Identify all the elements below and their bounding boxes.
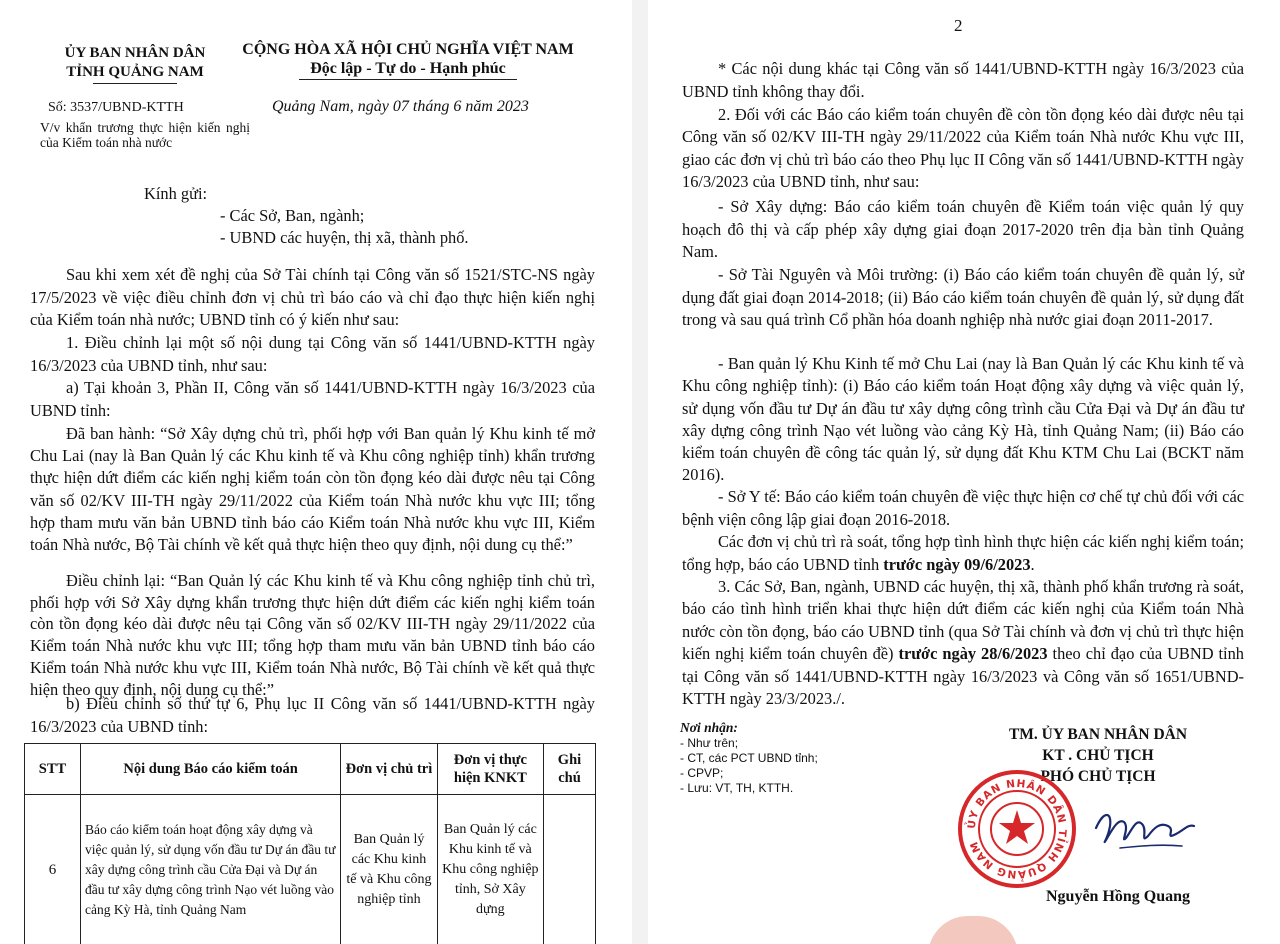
paragraph-construction-dept: - Sở Xây dựng: Báo cáo kiểm toán chuyên đề Kiểm toán việc quản lý quy hoạch đô thị và cấp phép xây dựng giai đoạn 2017-2020 trên địa bàn tỉnh Quảng Nam.	[682, 197, 1244, 261]
doc-number: Số: 3537/UBND-KTTH	[48, 100, 184, 115]
paragraph-3-text: 3. Các Sở, Ban, ngành, UBND các huyện, thị xã, thành phố khẩn trương rà soát, báo cáo tình hình triển khai thực hiện dứt điểm các kiến nghị của Kiểm toán Nhà nước còn tồn đọng, báo cáo UBND tỉnh (qua Sở Tài chính và đơn vị chủ trì thực hiện kiến nghị kiểm toán chuyên đề)	[682, 577, 1244, 664]
cell-lead-unit: Ban Quản lý các Khu kinh tế và Khu công nghiệp tỉnh	[341, 795, 438, 944]
agency-line-2: TỈNH QUẢNG NAM	[66, 64, 204, 80]
paragraph-lead-units	[682, 531, 1244, 576]
place-date: Quảng Nam, ngày 07 tháng 6 năm 2023	[272, 98, 529, 115]
paragraph-economic-zone: - Ban quản lý Khu Kinh tế mở Chu Lai (nay là Ban Quản lý các Khu kinh tế và Khu công nghiệp tỉnh): (i) Báo cáo kiểm toán Hoạt động xây dựng và việc quản lý, sử dụng vốn đầu tư Dự án đầu tư xây dựng công trình cầu Cửa Đại và Dự án đầu tư xây dựng công trình Nạo vét luồng vào cảng Kỳ Hà, tỉnh Quảng Nam; (ii) Báo cáo kiểm toán chuyên đề công tác quản lý, sử dụng đất Khu KTM Chu Lai (BCKT năm 2016).	[682, 354, 1244, 485]
recipient-1: - Các Sở, Ban, ngành;	[220, 206, 365, 225]
header-content: Nội dung Báo cáo kiểm toán	[81, 744, 341, 795]
paragraph-3	[682, 576, 1244, 710]
header-note: Ghi chú	[543, 744, 595, 795]
paragraph-adjusted: Điều chỉnh lại: “Ban Quản lý các Khu kinh tế và Khu công nghiệp tỉnh chủ trì, phối hợp với Sở Xây dựng khẩn trương thực hiện dứt điểm các kiến nghị kiểm toán còn tồn đọng kéo dài được nêu tại Công văn số 02/KV III-TH ngày 29/11/2022 của Kiểm toán Nhà nước khu vực III; tổng hợp tham mưu văn bản UBND tỉnh báo cáo Kiểm toán Nhà nước khu vực III, Kiểm toán Nhà nước, Bộ Tài chính về kết quả thực hiện theo quy định, nội dung cụ thể:”	[30, 571, 595, 699]
republic-header	[228, 40, 588, 80]
document-page-1	[0, 0, 632, 944]
paragraph-1: 1. Điều chỉnh lại một số nội dung tại Công văn số 1441/UBND-KTTH ngày 16/3/2023 của UBND tỉnh, như sau:	[30, 333, 595, 375]
deadline-2: trước ngày 28/6/2023	[898, 644, 1048, 664]
seal-text: ỦY BAN NHÂN DÂN TỈNH QUẢNG NAM	[965, 777, 1069, 881]
cell-stt: 6	[25, 795, 81, 944]
header-lead-unit: Đơn vị chủ trì	[341, 744, 438, 795]
receiver-2: - CT, các PCT UBND tỉnh;	[680, 751, 818, 765]
report-table	[24, 743, 596, 944]
receiver-3: - CPVP;	[680, 766, 724, 780]
sign-line-2: KT . CHỦ TỊCH	[1042, 747, 1154, 764]
receivers-title: Nơi nhận:	[680, 720, 738, 735]
paragraph-3-end: theo chỉ đạo của UBND tỉnh tại Công văn số 1441/UBND-KTTH ngày 16/3/2023 và Công văn số 1651/UBND-KTTH ngày 23/3/2023./.	[682, 644, 1245, 709]
subject-line: V/v khẩn trương thực hiện kiến nghị của Kiểm toán nhà nước	[40, 120, 250, 150]
sign-line-3: PHÓ CHỦ TỊCH	[1040, 768, 1156, 785]
republic-line-1: CỘNG HÒA XÃ HỘI CHỦ NGHĨA VIỆT NAM	[242, 41, 574, 58]
lead-units-end: .	[1030, 554, 1035, 574]
receiver-1: - Như trên;	[680, 736, 739, 750]
agency-header	[40, 44, 230, 84]
agency-underline	[93, 83, 177, 84]
table-row	[25, 795, 596, 944]
official-seal-icon	[958, 770, 1076, 888]
republic-underline	[299, 79, 517, 80]
greeting: Kính gửi:	[144, 184, 208, 203]
receivers-block	[680, 720, 910, 796]
paragraph-other-unchanged: * Các nội dung khác tại Công văn số 1441/UBND-KTTH ngày 16/3/2023 của UBND tỉnh không thay đổi.	[682, 59, 1244, 101]
paragraph-health-dept: - Sở Y tế: Báo cáo kiểm toán chuyên đề việc thực hiện cơ chế tự chủ đối với các bệnh viện công lập giai đoạn 2016-2018.	[682, 487, 1244, 529]
agency-line-1: ỦY BAN NHÂN DÂN	[64, 45, 206, 61]
paragraph-1b: b) Điều chỉnh số thứ tự 6, Phụ lục II Công văn số 1441/UBND-KTTH ngày 16/3/2023 của UBND tỉnh:	[30, 694, 595, 736]
table-header-row	[25, 744, 596, 795]
cell-exec-unit: Ban Quản lý các Khu kinh tế và Khu công nghiệp tỉnh, Sở Xây dựng	[437, 795, 543, 944]
recipient-2: - UBND các huyện, thị xã, thành phố.	[220, 228, 469, 247]
paragraph-issued: Đã ban hành: “Sở Xây dựng chủ trì, phối hợp với Ban quản lý Khu kinh tế mở Chu Lai (nay là Ban Quản lý các Khu kinh tế và Khu công nghiệp tỉnh) khẩn trương thực hiện dứt điểm các kiến nghị kiểm toán còn tồn đọng kéo dài được nêu tại Công văn số 02/KV III-TH ngày 29/11/2022 của Kiểm toán Nhà nước khu vực III; tổng hợp tham mưu văn bản UBND tỉnh báo cáo Kiểm toán Nhà nước khu vực III, Kiểm toán Nhà nước, Bộ Tài chính về kết quả thực hiện theo quy định, nội dung cụ thể:”	[30, 424, 595, 555]
receiver-4: - Lưu: VT, TH, KTTH.	[680, 781, 794, 795]
header-exec-unit: Đơn vị thực hiện KNKT	[437, 744, 543, 795]
republic-line-2: Độc lập - Tự do - Hạnh phúc	[310, 60, 506, 77]
cell-content: Báo cáo kiểm toán hoạt động xây dựng và việc quản lý, sử dụng vốn đầu tư Dự án đầu tư xây dựng công trình cầu Cửa Đại và Dự án đầu tư xây dựng công trình Nạo vét luồng vào cảng Kỳ Hà, tỉnh Quảng Nam	[81, 795, 341, 944]
paragraph-2: 2. Đối với các Báo cáo kiểm toán chuyên đề còn tồn đọng kéo dài được nêu tại Công văn số 02/KV III-TH ngày 29/11/2022 của Kiểm toán Nhà nước Khu vực III, giao các đơn vị chủ trì báo cáo theo Phụ lục II Công văn số 1441/UBND-KTTH ngày 16/3/2023 của UBND tỉnh, như sau:	[682, 105, 1244, 191]
cell-note	[543, 795, 595, 944]
signer-name: Nguyễn Hồng Quang	[1046, 888, 1191, 905]
bottom-red-mark	[928, 916, 1018, 944]
star-emblem-icon	[980, 792, 1054, 866]
paragraph-intro: Sau khi xem xét đề nghị của Sở Tài chính tại Công văn số 1521/STC-NS ngày 17/5/2023 về việc điều chỉnh đơn vị chủ trì báo cáo và chỉ đạo thực hiện kiến nghị của Kiểm toán nhà nước; UBND tỉnh có ý kiến như sau:	[30, 265, 595, 329]
paragraph-environment-dept: - Sở Tài Nguyên và Môi trường: (i) Báo cáo kiểm toán chuyên đề quản lý, sử dụng đất giai đoạn 2014-2018; (ii) Báo cáo kiểm toán chuyên đề quản lý, sử dụng đất trong và sau quá trình Cổ phần hóa doanh nghiệp nhà nước giai đoạn 2011-2017.	[682, 265, 1244, 329]
deadline-1: trước ngày 09/6/2023	[883, 554, 1031, 574]
header-stt: STT	[25, 744, 81, 795]
handwritten-signature-icon	[1090, 800, 1200, 860]
lead-units-text: Các đơn vị chủ trì rà soát, tổng hợp tình hình thực hiện các kiến nghị kiểm toán; tổng hợp, báo cáo UBND tỉnh	[682, 532, 1244, 574]
seal-inner-ring	[978, 790, 1056, 868]
paragraph-1a: a) Tại khoản 3, Phần II, Công văn số 1441/UBND-KTTH ngày 16/3/2023 của UBND tỉnh:	[30, 378, 595, 420]
page-number: 2	[954, 16, 963, 35]
sign-line-1: TM. ỦY BAN NHÂN DÂN	[1008, 726, 1188, 743]
